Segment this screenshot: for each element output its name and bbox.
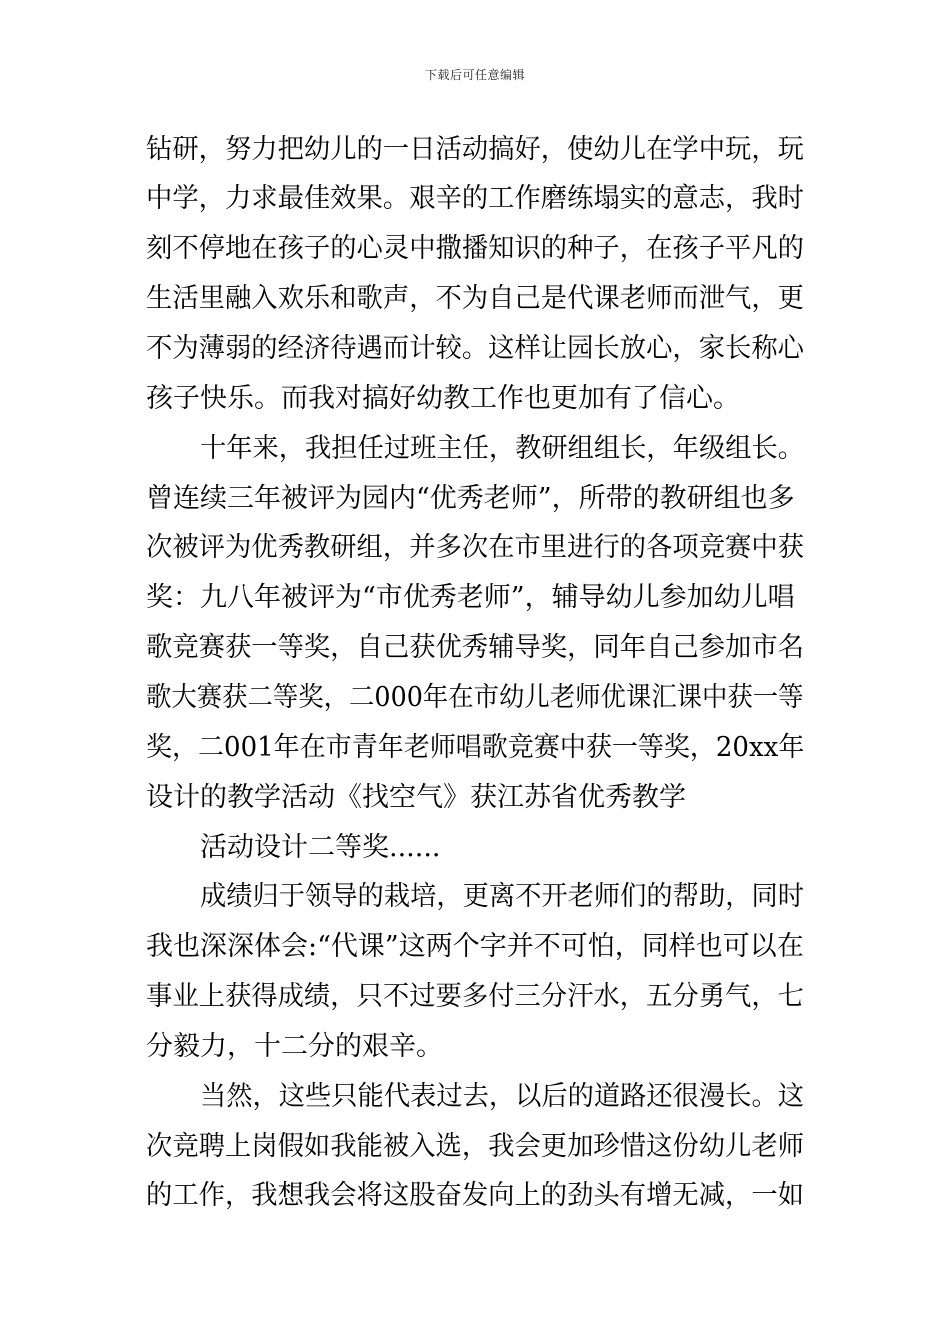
text-line: 我也深深体会:“代课”这两个字并不可怕，同样也可以在 [146,931,804,962]
text-line: 曾连续三年被评为园内“优秀老师”，所带的教研组也多 [146,483,795,514]
text-line: 分毅力，十二分的艰辛。 [146,1031,443,1062]
text-line: 奖：九八年被评为“市优秀老师”，辅导幼儿参加幼儿唱 [146,582,795,613]
text-line: 次竞聘上岗假如我能被入选，我会更加珍惜这份幼儿老师 [146,1131,804,1162]
text-line: 成绩归于领导的栽培，更离不开老师们的帮助，同时 [200,881,804,912]
text-line: 不为薄弱的经济待遇而计较。这样让园长放心，家长称心 [146,333,804,364]
text-line: 中学，力求最佳效果。艰辛的工作磨练塌实的意志，我时 [146,183,804,214]
text-line: 孩子快乐。而我对搞好幼教工作也更加有了信心。 [146,383,740,414]
text-line: 当然，这些只能代表过去，以后的道路还很漫长。这 [200,1081,804,1112]
text-line: 钻研，努力把幼儿的一日活动搞好，使幼儿在学中玩，玩 [146,134,804,165]
text-line: 活动设计二等奖...... [200,832,441,863]
text-line: 次被评为优秀教研组，并多次在市里进行的各项竞赛中获 [146,532,804,563]
text-line: 事业上获得成绩，只不过要多付三分汗水，五分勇气，七 [146,981,804,1012]
text-line: 的工作，我想我会将这股奋发向上的劲头有增无减，一如 [146,1180,804,1211]
text-line: 歌竞赛获一等奖，自己获优秀辅导奖，同年自己参加市名 [146,632,804,663]
text-line: 奖，二001年在市青年老师唱歌竞赛中获一等奖，20xx年 [146,732,805,763]
text-line: 生活里融入欢乐和歌声，不为自己是代课老师而泄气，更 [146,283,804,314]
text-line: 十年来，我担任过班主任，教研组组长，年级组长。 [200,433,804,464]
page-header: 下载后可任意编辑 [424,68,525,82]
text-line: 刻不停地在孩子的心灵中撒播知识的种子，在孩子平凡的 [146,233,804,264]
text-line: 设计的教学活动《找空气》获江苏省优秀教学 [146,782,686,813]
text-line: 歌大赛获二等奖，二000年在市幼儿老师优课汇课中获一等 [146,682,804,713]
